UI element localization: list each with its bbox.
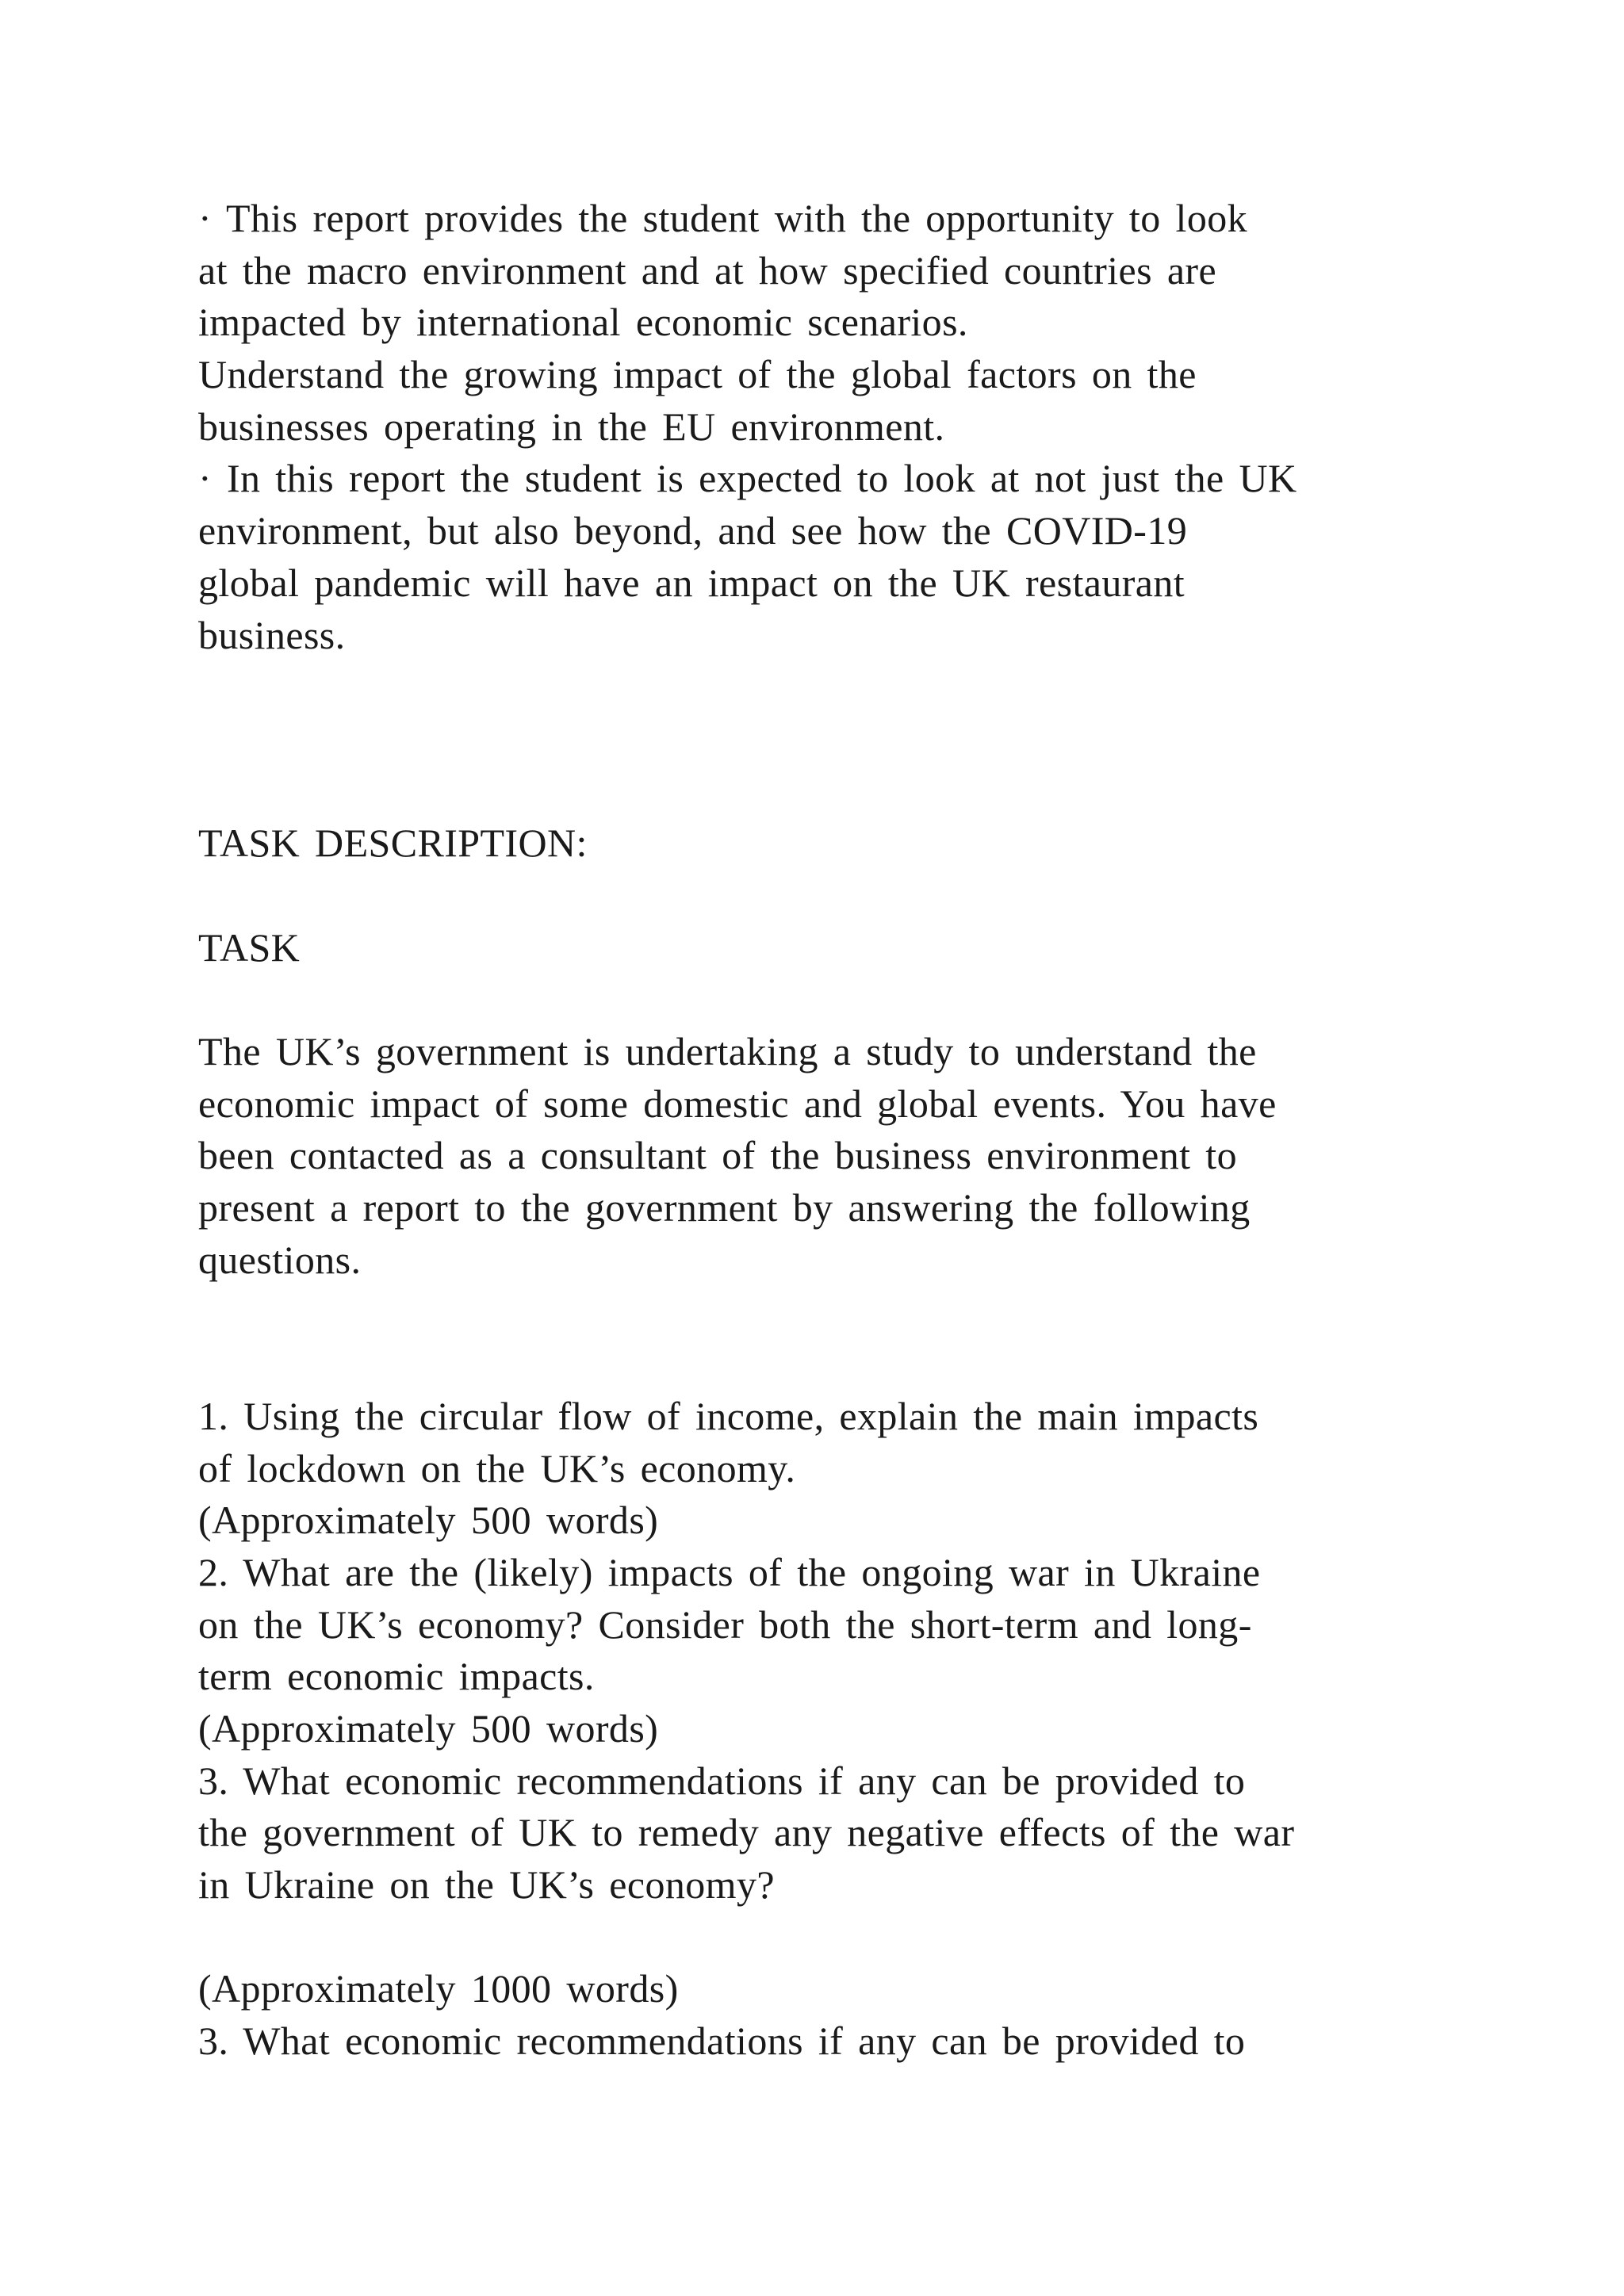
question-line: 3. What economic recommendations if any can be provided to [198, 2019, 1246, 2064]
text-line: economic impact of some domestic and global events. You have [198, 1081, 1277, 1126]
question-line: in Ukraine on the UK’s economy? [198, 1862, 775, 1907]
question-line: the government of UK to remedy any negative effects of the war [198, 1810, 1295, 1855]
question-line: of lockdown on the UK’s economy. [198, 1445, 796, 1490]
text-line: global pandemic will have an impact on the UK restaurant [198, 560, 1185, 605]
blank-line [198, 870, 1499, 922]
question-line: 3. What economic recommendations if any can be provided to [198, 1758, 1246, 1803]
text-line: at the macro environment and at how specified countries are [198, 247, 1217, 293]
blank-line [198, 1338, 1499, 1391]
word-count-line: (Approximately 500 words) [198, 1705, 659, 1751]
question-line: 2. What are the (likely) impacts of the ongoing war in Ukraine [198, 1549, 1261, 1594]
text-line: · In this report the student is expected to look at not just the UK [198, 456, 1297, 501]
text-line: Understand the growing impact of the global factors on the [198, 352, 1197, 397]
section-heading: TASK DESCRIPTION: [198, 821, 588, 866]
word-count-line: (Approximately 1000 words) [198, 1966, 679, 2011]
section-heading: TASK [198, 924, 301, 970]
blank-line [198, 1286, 1499, 1338]
text-line: been contacted as a consultant of the business environment to [198, 1133, 1237, 1178]
blank-line [198, 1911, 1499, 1964]
text-line: businesses operating in the EU environment. [198, 404, 945, 449]
text-line: The UK’s government is undertaking a study to understand the [198, 1029, 1257, 1073]
blank-line [198, 766, 1499, 818]
text-line: · This report provides the student with the opportunity to look [198, 196, 1248, 240]
question-line: 1. Using the circular flow of income, explain the main impacts [198, 1393, 1259, 1438]
blank-line [198, 714, 1499, 766]
question-line: term economic impacts. [198, 1654, 595, 1699]
text-line: environment, but also beyond, and see how the COVID-19 [198, 508, 1188, 553]
text-line: questions. [198, 1237, 362, 1282]
document-page [198, 193, 1499, 2068]
text-line: present a report to the government by answering the following [198, 1185, 1251, 1230]
blank-line [198, 661, 1499, 714]
question-line: on the UK’s economy? Consider both the short-term and long- [198, 1601, 1252, 1647]
text-line: impacted by international economic scenarios. [198, 300, 968, 345]
blank-line [198, 974, 1499, 1026]
word-count-line: (Approximately 500 words) [198, 1498, 659, 1543]
text-line: business. [198, 612, 346, 657]
